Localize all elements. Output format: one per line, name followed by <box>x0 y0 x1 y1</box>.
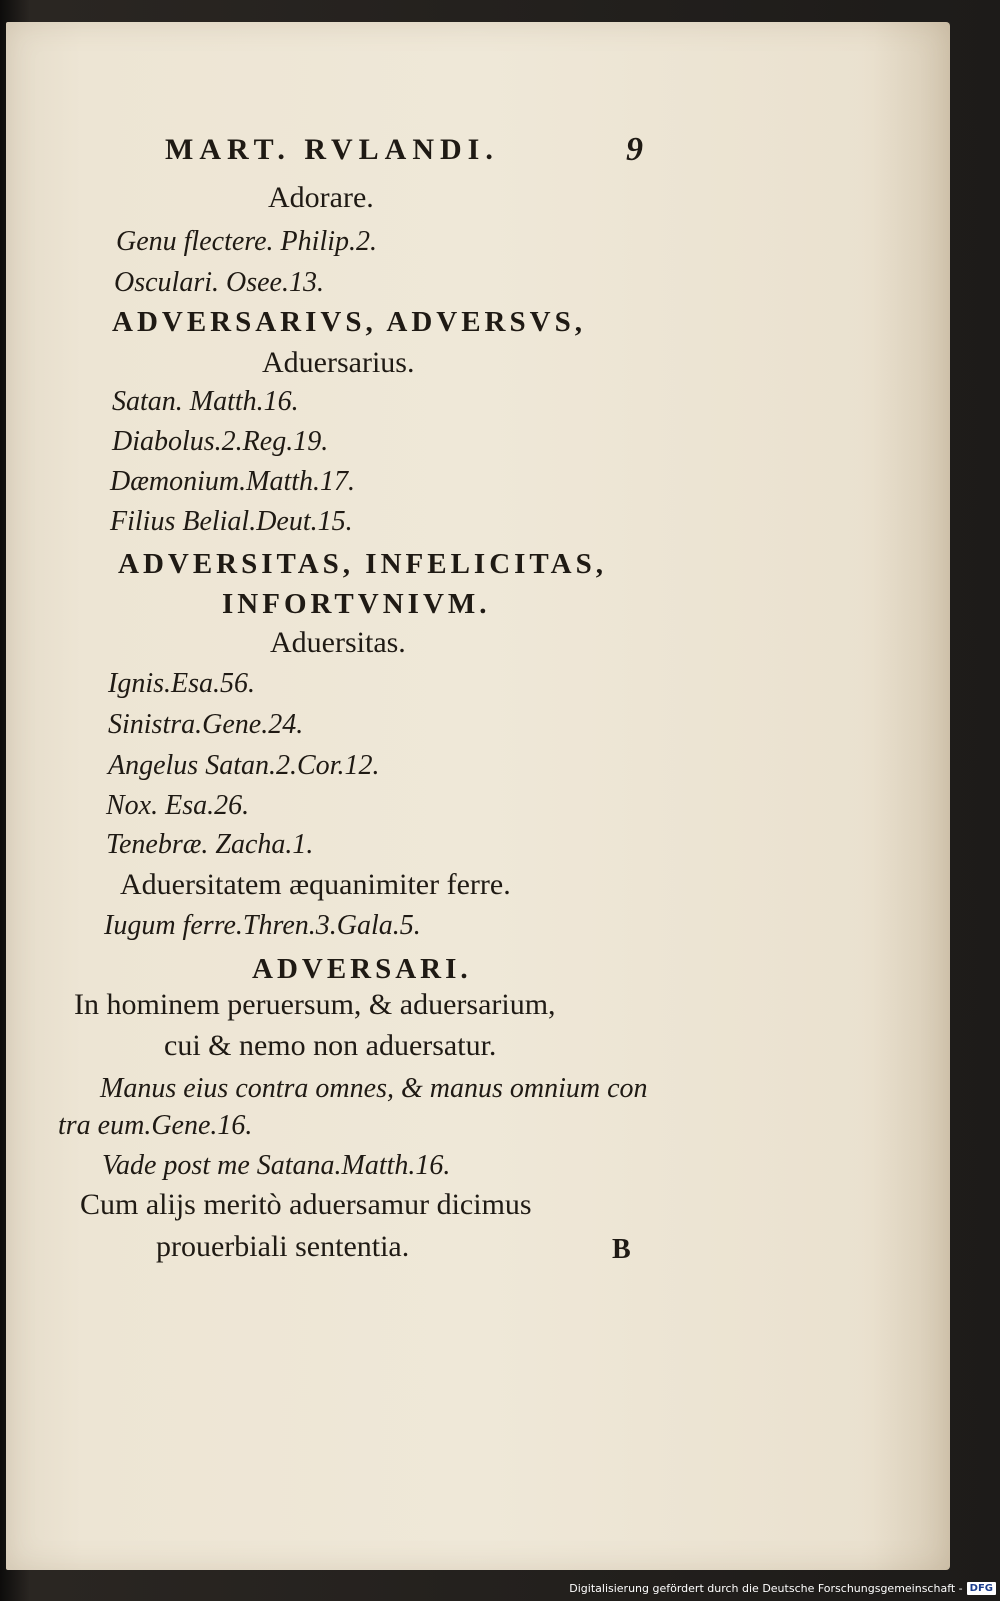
entry-line: Nox. Esa.26. <box>106 790 250 821</box>
heading-adversari: ADVERSARI. <box>252 953 472 985</box>
entry-line: Genu flectere. Philip.2. <box>116 226 377 257</box>
gloss-line: cui & nemo non aduersatur. <box>164 1029 497 1062</box>
heading-infortunium: INFORTVNIVM. <box>222 588 491 620</box>
dfg-logo: DFG <box>967 1582 996 1595</box>
signature-mark: B <box>612 1234 631 1265</box>
entry-line: Angelus Satan.2.Cor.12. <box>108 750 380 781</box>
entry-line: Sinistra.Gene.24. <box>108 709 304 740</box>
page-edge-stain <box>860 22 950 1570</box>
gloss-line: prouerbiali sententia. <box>156 1230 410 1263</box>
entry-line: Satan. Matth.16. <box>112 386 299 417</box>
digitization-credit <box>569 1578 996 1598</box>
heading-adversarius: ADVERSARIVS, ADVERSVS, <box>112 306 586 338</box>
heading-adorare: Adorare. <box>268 181 374 214</box>
entry-line: Manus eius contra omnes, & manus omnium con <box>100 1073 648 1104</box>
page-number: 9 <box>626 131 643 168</box>
credit-text: Digitalisierung gefördert durch die Deutsche Forschungsgemeinschaft - <box>569 1581 963 1595</box>
entry-line: Osculari. Osee.13. <box>114 267 324 298</box>
heading-adversitas: ADVERSITAS, INFELICITAS, <box>118 548 607 580</box>
subheading-aduersarius: Aduersarius. <box>262 346 415 379</box>
entry-line: Diabolus.2.Reg.19. <box>112 426 329 457</box>
running-head: MART. RVLANDI. <box>165 133 499 166</box>
entry-line: Dæmonium.Matth.17. <box>110 466 355 497</box>
entry-line: tra eum.Gene.16. <box>58 1110 253 1141</box>
entry-line: Tenebræ. Zacha.1. <box>106 829 314 860</box>
entry-line: Vade post me Satana.Matth.16. <box>102 1150 451 1181</box>
gloss-line: In hominem peruersum, & aduersarium, <box>74 988 556 1021</box>
entry-line: Filius Belial.Deut.15. <box>110 506 353 537</box>
entry-line: Iugum ferre.Thren.3.Gala.5. <box>104 910 421 941</box>
subheading-aduersitas: Aduersitas. <box>270 626 406 659</box>
entry-line: Ignis.Esa.56. <box>108 668 255 699</box>
gloss-line: Cum alijs meritò aduersamur dicimus <box>80 1188 532 1221</box>
subheading-aequanimiter: Aduersitatem æquanimiter ferre. <box>120 868 511 901</box>
